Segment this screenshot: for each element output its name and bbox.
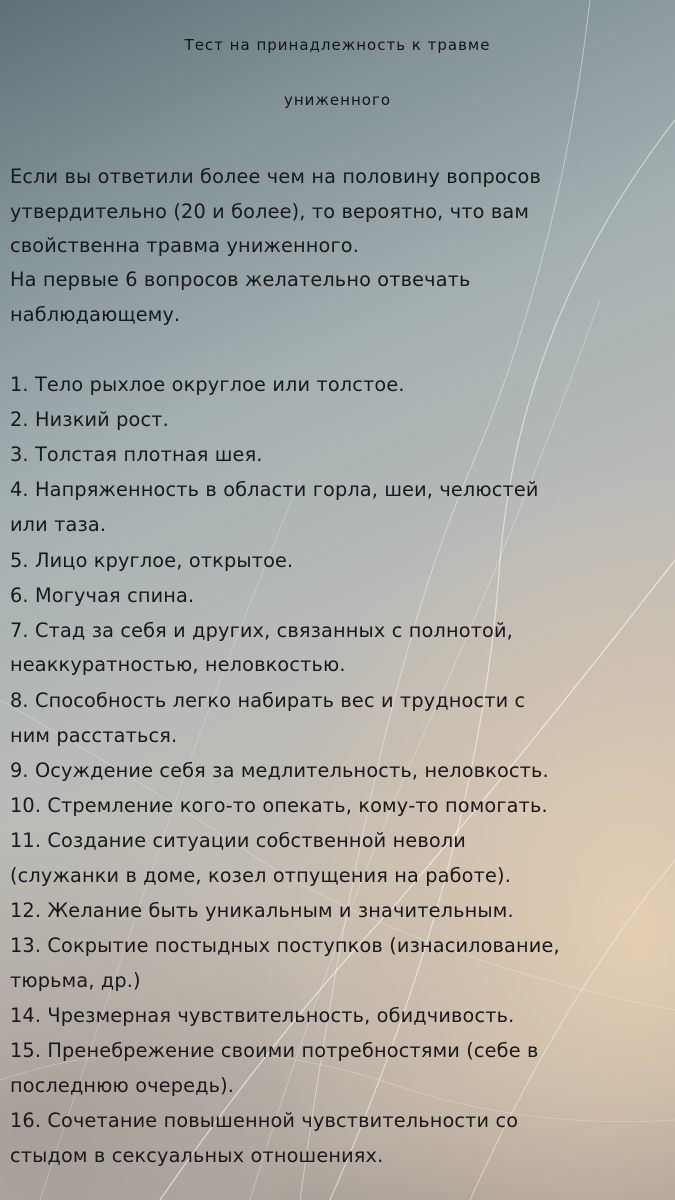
question-line: 11. Создание ситуации собственной неволи xyxy=(10,829,466,852)
question-line: 12. Желание быть уникальным и значительным. xyxy=(10,899,514,922)
page-title-line-1: Тест на принадлежность к травме xyxy=(184,36,491,54)
question-line: 7. Стад за себя и других, связанных с полнотой, xyxy=(10,619,513,642)
question-line: неаккуратностью, неловкостью. xyxy=(10,653,346,676)
question-line: тюрьма, др.) xyxy=(10,969,141,992)
question-line: 14. Чрезмерная чувствительность, обидчивость. xyxy=(10,1004,515,1027)
question-line: 15. Пренебрежение своими потребностями (себе в xyxy=(10,1039,539,1062)
intro-line: Если вы ответили более чем на половину вопросов xyxy=(10,165,542,188)
question-line: 2. Низкий рост. xyxy=(10,408,169,431)
question-line: стыдом в сексуальных отношениях. xyxy=(10,1144,384,1167)
question-line: 4. Напряженность в области горла, шеи, челюстей xyxy=(10,478,539,501)
question-line: 9. Осуждение себя за медлительность, неловкость. xyxy=(10,759,549,782)
question-line: последнюю очередь). xyxy=(10,1074,235,1097)
question-line: ним расстаться. xyxy=(10,724,178,747)
question-line: (служанки в доме, козел отпущения на работе). xyxy=(10,864,511,887)
intro-line: На первые 6 вопросов желательно отвечать xyxy=(10,268,471,291)
question-line: 5. Лицо круглое, открытое. xyxy=(10,549,294,572)
question-line: 8. Способность легко набирать вес и трудности с xyxy=(10,689,526,712)
intro-line: наблюдающему. xyxy=(10,303,181,326)
question-line: 16. Сочетание повышенной чувствительности со xyxy=(10,1109,519,1132)
question-line: 6. Могучая спина. xyxy=(10,584,195,607)
question-line: 10. Стремление кого-то опекать, кому-то помогать. xyxy=(10,794,548,817)
page-title-line-2: униженного xyxy=(283,91,392,109)
intro-line: утвердительно (20 и более), то вероятно, что вам xyxy=(10,200,530,223)
question-line: 13. Сокрытие постыдных поступков (изнасилование, xyxy=(10,934,560,957)
question-line: 1. Тело рыхлое округлое или толстое. xyxy=(10,373,405,396)
intro-line: свойственна травма униженного. xyxy=(10,234,359,257)
question-line: 3. Толстая плотная шея. xyxy=(10,443,263,466)
question-line: или таза. xyxy=(10,513,107,536)
